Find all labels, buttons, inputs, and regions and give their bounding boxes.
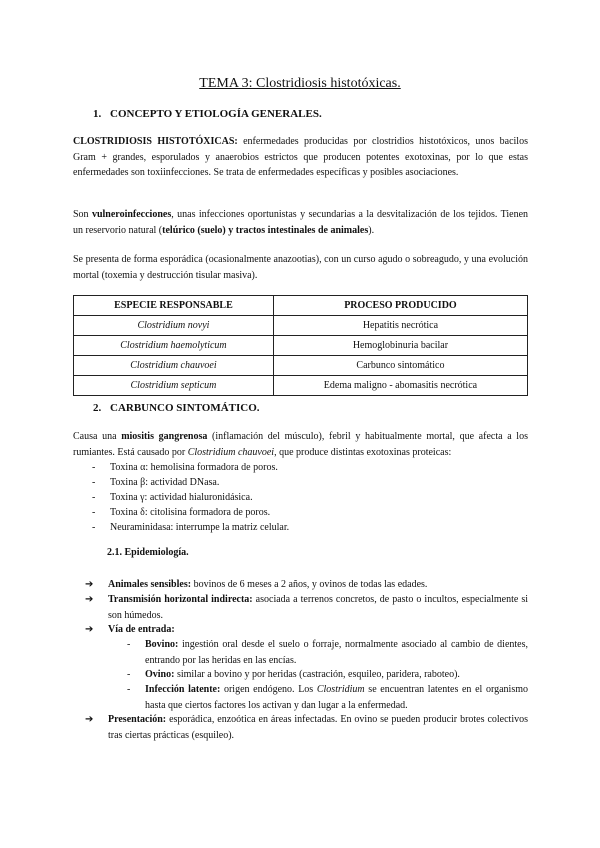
species-cell: Clostridium haemolyticum bbox=[74, 336, 274, 356]
text-run: ingestión oral desde el suelo o forraje, normalmente asociado al cambio de dientes, entrando por las heridas en las encías. bbox=[145, 639, 528, 666]
list-item bbox=[92, 505, 270, 521]
sub-list-item bbox=[127, 637, 528, 668]
process-cell: Hemoglobinuria bacilar bbox=[273, 336, 527, 356]
section-title: CONCEPTO Y ETIOLOGÍA GENERALES. bbox=[110, 108, 322, 120]
table-row bbox=[74, 376, 528, 396]
section-number: 1. bbox=[93, 108, 102, 120]
term: miositis gangrenosa bbox=[121, 431, 208, 442]
table-row bbox=[74, 316, 528, 336]
list-item-text: Toxina α: hemolisina formadora de poros. bbox=[110, 462, 278, 473]
list-item-text: Toxina β: actividad DNasa. bbox=[110, 477, 220, 488]
dash-marker: - bbox=[127, 684, 131, 695]
dash-marker: - bbox=[92, 492, 96, 503]
species-name: Clostridium bbox=[316, 684, 365, 695]
process-cell: Hepatitis necrótica bbox=[273, 316, 527, 336]
column-header: ESPECIE RESPONSABLE bbox=[74, 296, 274, 316]
term: vulneroinfecciones bbox=[91, 209, 172, 220]
list-item-text: Toxina γ: actividad hialuronidásica. bbox=[110, 492, 253, 503]
section-heading-2 bbox=[93, 402, 260, 414]
text-run: se encuentran latentes en el organismo hasta que ciertos factores los activan y dan lugar a la enfermedad. bbox=[145, 684, 528, 711]
list-item-text: Neuraminidasa: interrumpe la matriz celular. bbox=[110, 522, 290, 533]
column-header: PROCESO PRODUCIDO bbox=[273, 296, 527, 316]
section-number: 2. bbox=[93, 402, 102, 414]
list-item-text: Toxina δ: citolisina formadora de poros. bbox=[110, 507, 271, 518]
species-cell: Clostridium novyi bbox=[74, 316, 274, 336]
text-run: similar a bovino y por heridas (castración, esquileo, paridera, raboteo). bbox=[174, 669, 460, 680]
subsection-heading: 2.1. Epidemiología. bbox=[107, 547, 189, 558]
paragraph-carbunco bbox=[73, 429, 528, 460]
term: Infección latente: bbox=[145, 684, 221, 695]
term: Ovino: bbox=[145, 669, 175, 680]
list-item bbox=[92, 460, 278, 476]
arrow-icon: ➔ bbox=[85, 594, 94, 605]
term: Presentación: bbox=[108, 714, 167, 725]
species-cell: Clostridium septicum bbox=[74, 376, 274, 396]
paragraph-presentation: Se presenta de forma esporádica (ocasionalmente anazootias), con un curso agudo o sobreagudo, y una evolución mortal (toxemia y destrucción tisular masiva). bbox=[73, 254, 528, 281]
definition-text: enfermedades producidas por clostridios histotóxicos, unos bacilos Gram + grandes, esporulados y anaerobios estrictos que producen potentes exotoxinas, por lo que estas enfermedades son toxiinfecciones. Se trata de enfermedades específicas y posibles asociaciones. bbox=[73, 136, 528, 179]
arrow-icon: ➔ bbox=[85, 579, 94, 590]
text-run: (inflamación del músculo), febril y habitualmente mortal, que afecta a los rumiantes. Está causado por bbox=[73, 431, 528, 458]
term: Animales sensibles: bbox=[108, 579, 192, 590]
section-title: CARBUNCO SINTOMÁTICO. bbox=[110, 402, 260, 414]
list-item bbox=[92, 520, 289, 536]
sub-list-item bbox=[127, 682, 528, 713]
dash-marker: - bbox=[127, 639, 131, 650]
list-item bbox=[92, 475, 219, 491]
text-run: origen endógeno. Los bbox=[220, 684, 317, 695]
paragraph-vulneroinfecciones bbox=[73, 207, 528, 238]
dash-marker: - bbox=[92, 477, 96, 488]
process-cell: Carbunco sintomático bbox=[273, 356, 527, 376]
sub-list-item bbox=[127, 667, 528, 683]
list-item bbox=[85, 622, 528, 638]
text-run: ). bbox=[368, 224, 375, 236]
process-cell: Edema maligno - abomasitis necrótica bbox=[273, 376, 527, 396]
list-item bbox=[85, 712, 528, 743]
text-run: Causa una bbox=[73, 431, 122, 442]
dash-marker: - bbox=[92, 462, 96, 473]
table-row bbox=[74, 336, 528, 356]
page-title: TEMA 3: Clostridiosis histotóxicas. bbox=[199, 76, 401, 91]
text-run: , unas infecciones oportunistas y secundarias a la desvitalización de los tejidos. Tienen un reservorio natural ( bbox=[73, 209, 529, 236]
text-run: asociada a terrenos concretos, de pasto o incultos, especialmente si son húmedos. bbox=[108, 594, 528, 621]
table-header-row bbox=[74, 296, 528, 316]
text-run: bovinos de 6 meses a 2 años, y ovinos de todas las edades. bbox=[191, 579, 428, 590]
dash-marker: - bbox=[92, 522, 96, 533]
dash-marker: - bbox=[127, 669, 131, 680]
term: Bovino: bbox=[145, 639, 179, 650]
list-item bbox=[85, 577, 528, 593]
species-cell: Clostridium chauvoei bbox=[74, 356, 274, 376]
table-row bbox=[74, 356, 528, 376]
arrow-icon: ➔ bbox=[85, 624, 94, 635]
species-table bbox=[73, 295, 528, 396]
emphasis: telúrico (suelo) y tractos intestinales de animales bbox=[162, 224, 369, 236]
section-heading-1 bbox=[93, 108, 322, 120]
term: Vía de entrada: bbox=[108, 624, 175, 635]
species-name: Clostridium chauvoei bbox=[187, 446, 275, 458]
arrow-icon: ➔ bbox=[85, 714, 94, 725]
dash-marker: - bbox=[92, 507, 96, 518]
list-item bbox=[92, 490, 253, 506]
term: Transmisión horizontal indirecta: bbox=[108, 594, 253, 605]
text-run: esporádica, enzoótica en áreas infectadas. En ovino se pueden producir brotes colectivos tras ciertas prácticas (esquileo). bbox=[108, 714, 528, 741]
term: CLOSTRIDIOSIS HISTOTÓXICAS: bbox=[73, 136, 238, 147]
list-item bbox=[85, 592, 528, 623]
paragraph-definition bbox=[73, 134, 528, 181]
text-run: , que produce distintas exotoxinas proteicas: bbox=[274, 446, 452, 458]
text-run: Son bbox=[73, 209, 92, 220]
